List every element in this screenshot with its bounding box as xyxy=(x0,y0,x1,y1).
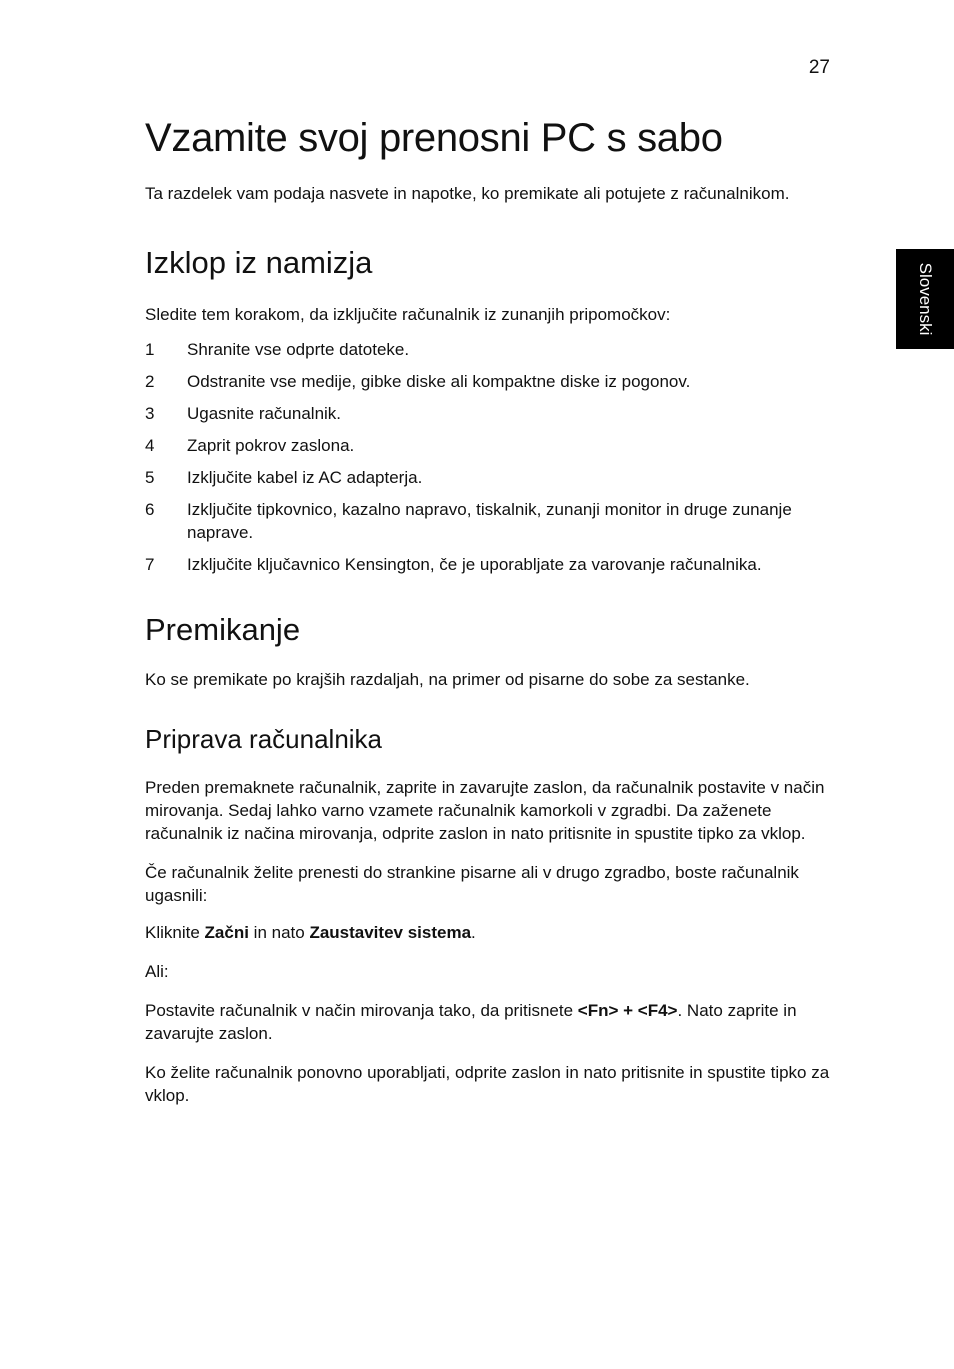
paragraph-click-start xyxy=(145,921,835,944)
steps-list xyxy=(145,338,835,576)
list-item xyxy=(145,338,835,361)
step-number: 6 xyxy=(145,500,155,519)
step-text: Ugasnite računalnik. xyxy=(187,404,342,423)
list-item xyxy=(145,498,835,544)
step-number: 1 xyxy=(145,340,155,359)
step-text: Odstranite vse medije, gibke diske ali kompaktne diske iz pogonov. xyxy=(187,372,691,391)
text-run: . xyxy=(471,923,476,942)
text-run: in nato xyxy=(248,923,310,942)
step-text: Shranite vse odprte datoteke. xyxy=(187,340,410,359)
step-number: 5 xyxy=(145,468,155,487)
paragraph-or: Ali: xyxy=(145,962,169,981)
list-item xyxy=(145,434,835,457)
section-lead-moving: Ko se premikate po krajših razdaljah, na primer od pisarne do sobe za sestanke. xyxy=(145,670,750,689)
language-tab-label: Slovenski xyxy=(916,262,935,336)
step-text: Zaprit pokrov zaslona. xyxy=(187,436,355,455)
list-item xyxy=(145,466,835,489)
bold-shutdown: Zaustavitev sistema xyxy=(309,923,472,942)
bold-shortcut: <Fn> + <F4> xyxy=(577,1001,678,1020)
step-number: 3 xyxy=(145,404,155,423)
page-title: Vzamite svoj prenosni PC s sabo xyxy=(145,116,723,160)
step-text: Izključite tipkovnico, kazalno napravo, tiskalnik, zunanji monitor in druge zunanje naprave. xyxy=(187,500,792,542)
list-item xyxy=(145,402,835,425)
bold-start: Začni xyxy=(204,923,249,942)
step-number: 2 xyxy=(145,372,155,391)
text-run: Postavite računalnik v način mirovanja tako, da pritisnete xyxy=(145,1001,578,1020)
text-run: Kliknite xyxy=(145,923,205,942)
subsection-title-preparing: Priprava računalnika xyxy=(145,724,383,754)
paragraph-sleep-shortcut xyxy=(145,999,835,1045)
intro-paragraph: Ta razdelek vam podaja nasvete in napotke, ko premikate ali potujete z računalnikom. xyxy=(145,184,790,203)
step-number: 4 xyxy=(145,436,155,455)
paragraph-resume: Ko želite računalnik ponovno uporabljati, odprite zaslon in nato pritisnite in spustite tipko za vklop. xyxy=(145,1063,830,1105)
step-text: Izključite kabel iz AC adapterja. xyxy=(187,468,423,487)
text-run: . Nato zaprite in zavarujte zaslon. xyxy=(145,1001,797,1043)
section-title-moving: Premikanje xyxy=(145,612,301,647)
step-text: Izključite ključavnico Kensington, če je uporabljate za varovanje računalnika. xyxy=(187,555,762,574)
language-tab xyxy=(896,249,954,349)
page-content xyxy=(145,112,835,1123)
list-item xyxy=(145,370,835,393)
section-title-undocking: Izklop iz namizja xyxy=(145,245,373,280)
step-number: 7 xyxy=(145,555,155,574)
list-item xyxy=(145,553,835,576)
page-number: 27 xyxy=(808,57,830,78)
section-lead-undocking: Sledite tem korakom, da izključite računalnik iz zunanjih pripomočkov: xyxy=(145,305,671,324)
paragraph-shutdown-intro: Če računalnik želite prenesti do strankine pisarne ali v drugo zgradbo, boste računalnik ugasnili: xyxy=(145,863,799,905)
paragraph-prepare: Preden premaknete računalnik, zaprite in zavarujte zaslon, da računalnik postavite v način mirovanja. Sedaj lahko varno vzamete računalnik kamorkoli v zgradbi. Da zaženete računalnik iz načina mirovanja, odprite zaslon in nato pritisnite in spustite tipko za vklop. xyxy=(145,778,825,843)
